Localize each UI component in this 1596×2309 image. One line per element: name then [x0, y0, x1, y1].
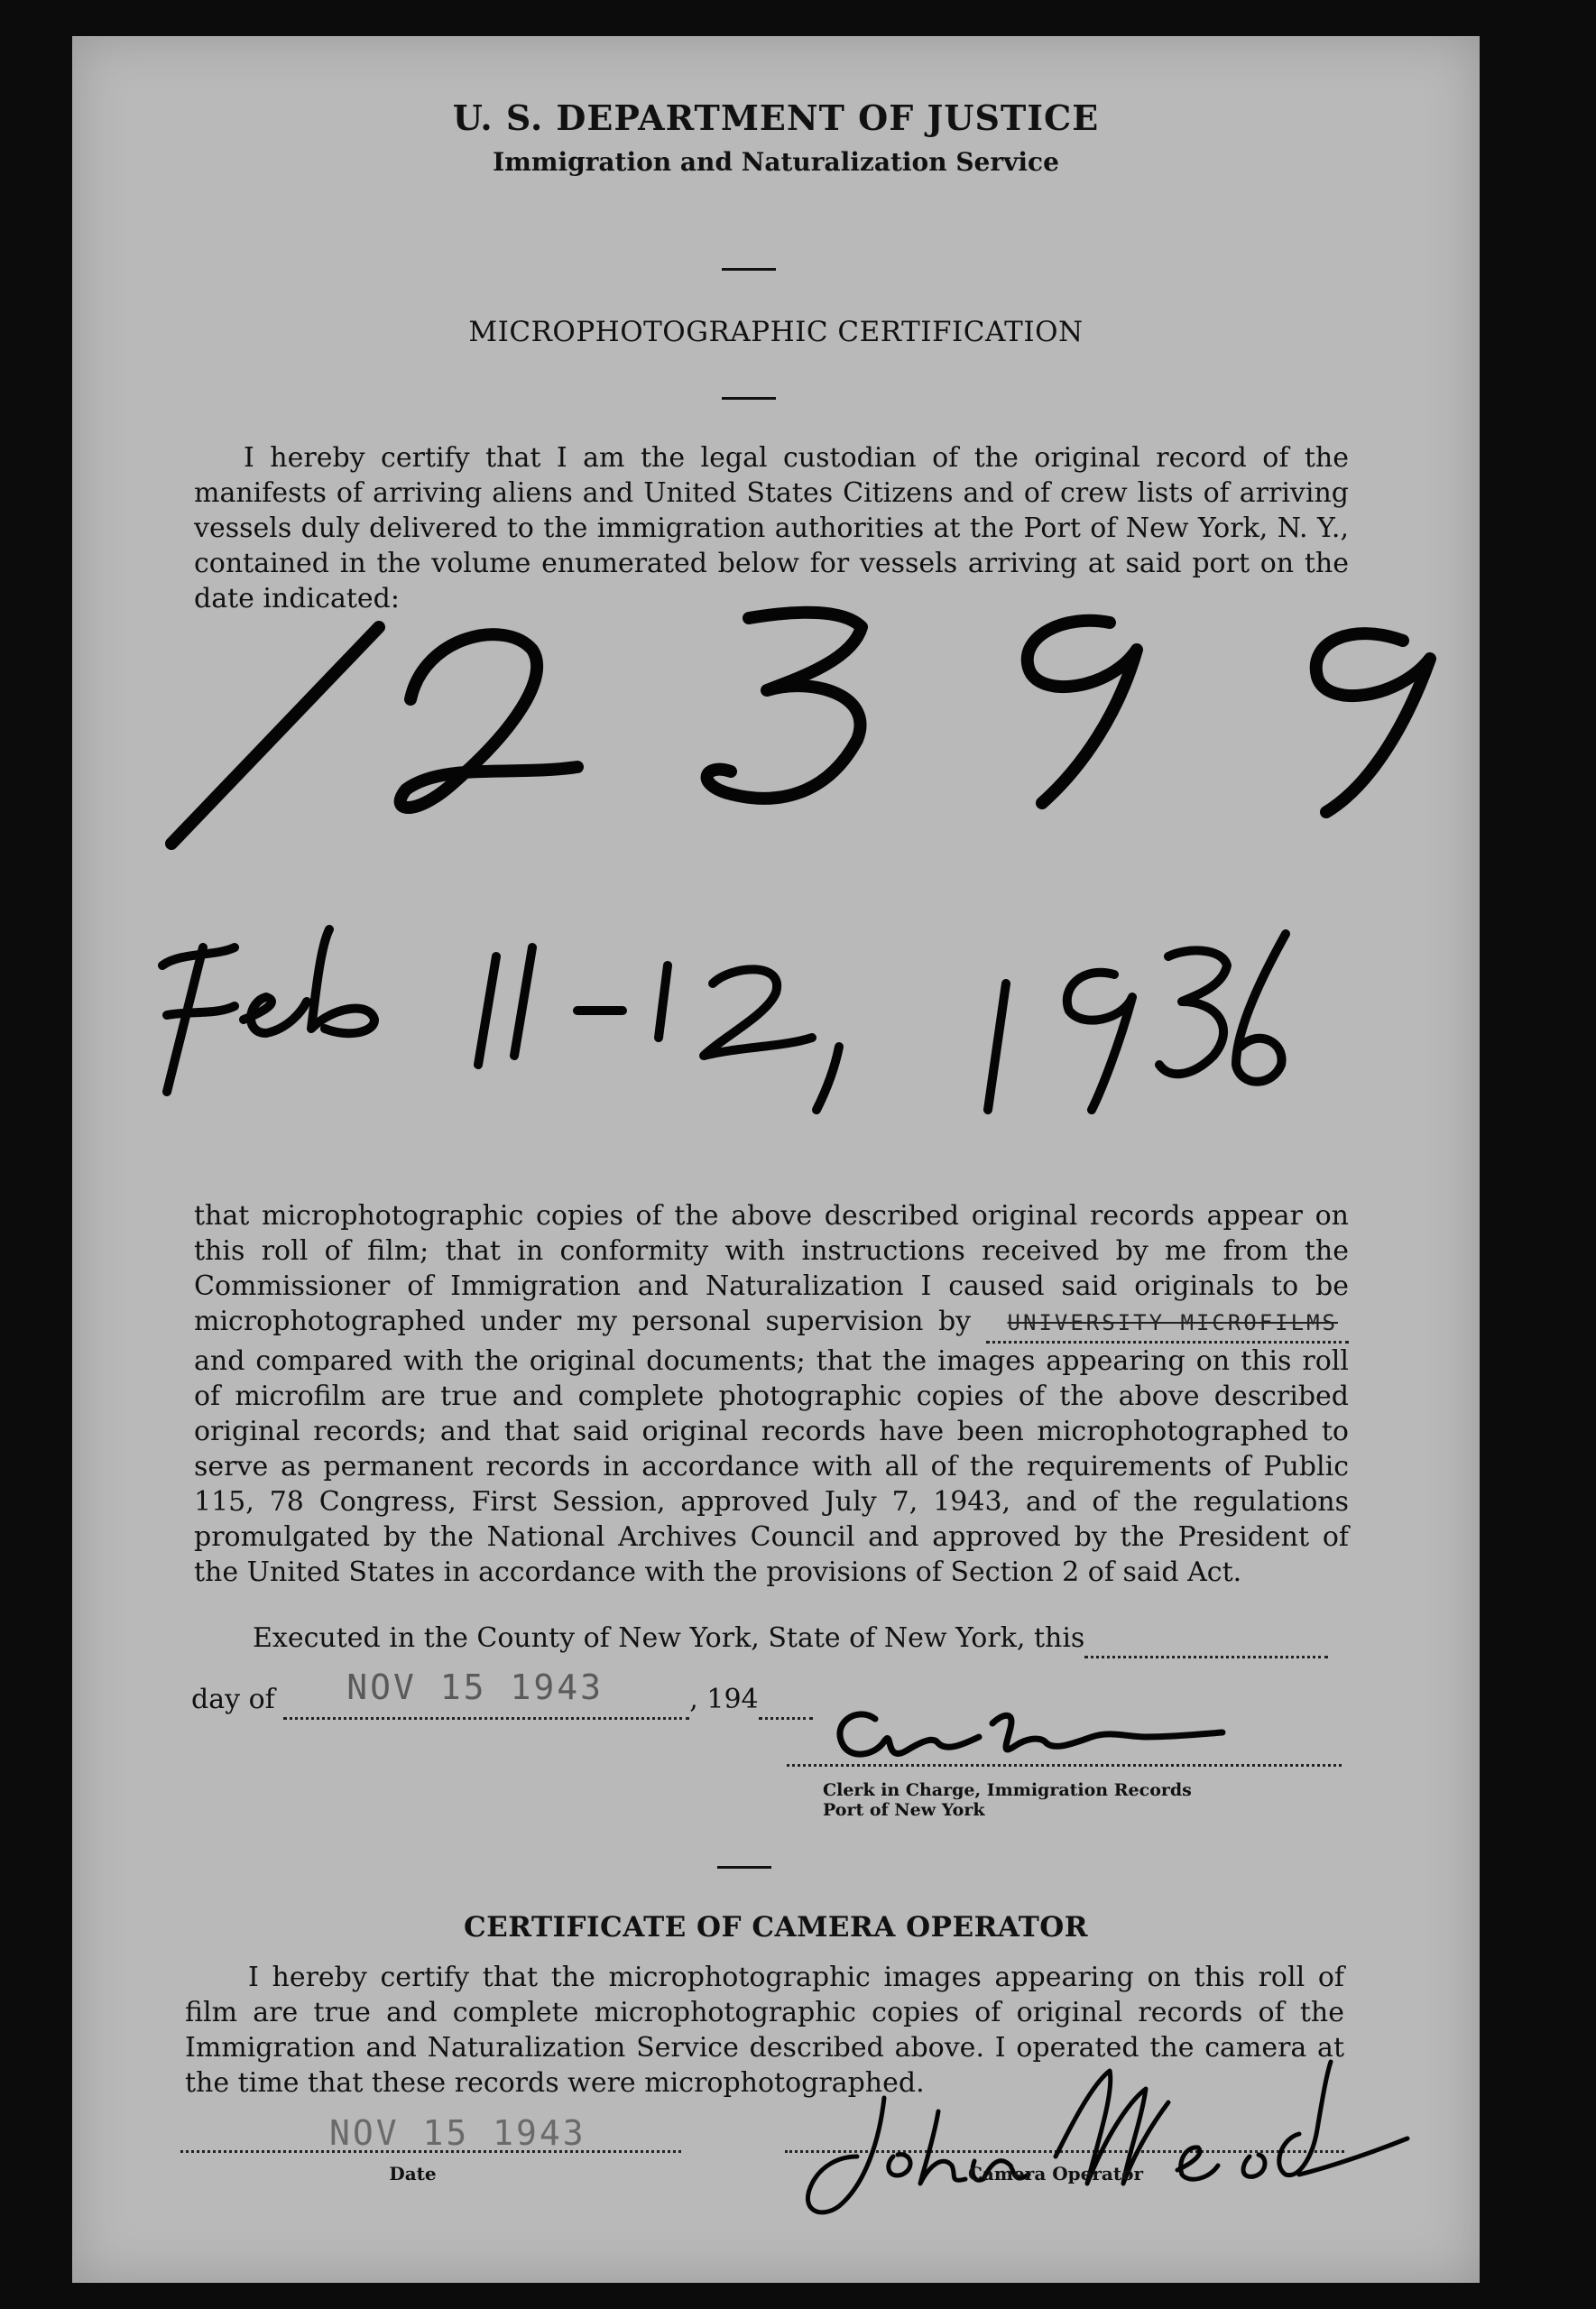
volume-number-text: 12399	[785, 760, 814, 770]
executed-line	[253, 1621, 1353, 1658]
supervisor-field	[986, 1304, 1349, 1344]
clerk-signature-line	[787, 1764, 1342, 1767]
volume-number-handwritten	[153, 586, 1462, 857]
divider	[722, 397, 776, 400]
year-label: , 194	[689, 1684, 759, 1715]
document-title: MICROPHOTOGRAPHIC CERTIFICATION	[468, 316, 1084, 348]
executed-day-field	[1084, 1621, 1328, 1658]
supervisor-stamp: UNIVERSITY MICROFILMS	[1007, 1310, 1338, 1335]
clerk-title-line-1: Clerk in Charge, Immigration Records	[823, 1780, 1192, 1800]
date-range-handwritten	[153, 911, 1435, 1119]
department-heading: U. S. DEPARTMENT OF JUSTICE	[452, 97, 1100, 138]
clerk-title-line-2: Port of New York	[823, 1800, 985, 1820]
executed-label: Executed in the County of New York, State of New York, this	[253, 1622, 1085, 1654]
camera-operator-signature	[758, 2048, 1416, 2229]
custodian-statement: I hereby certify that I am the legal custodian of the original record of the manifests of arriving aliens and United States Citizens and of crew lists of arriving vessels duly delivered to the immigration authorities at the Port of New York, N. Y., contained in the volume enumerated below for vessels arriving at said port on the date indicated:	[194, 442, 1349, 614]
date-range-text: Feb 11-12, 1936	[695, 1012, 770, 1022]
divider	[717, 1866, 771, 1869]
operator-signature-text: John Mead	[1029, 2131, 1078, 2141]
camera-date-label: Date	[389, 2163, 437, 2184]
divider	[722, 268, 776, 271]
certificate-page	[72, 36, 1480, 2283]
camera-date-stamp: NOV 15 1943	[329, 2113, 586, 2153]
camera-operator-label: Camera Operator	[968, 2163, 1143, 2184]
statement-part-1: that microphotographic copies of the above described original records appear on this roll of film; that in conformity with instructions received by me from the Commissioner of Immigration and Naturalization I caused said originals to be microphotographed under my personal supervision by	[194, 1200, 1349, 1337]
microfilm-statement	[194, 1198, 1349, 1590]
day-of-label: day of	[191, 1684, 275, 1715]
clerk-title	[823, 1780, 1192, 1820]
service-subheading: Immigration and Naturalization Service	[493, 147, 1059, 177]
statement-part-2: and compared with the original documents; that the images appearing on this roll of microfilm are true and complete photographic copies of the above described original records; and that said original records have been microphotographed to serve as permanent records in accordance with all of the requirements of Public 115, 78 Congress, First Session, approved July 7, 1943, and of the regulations promulgated by the National Archives Council and approved by the President of the United States in accordance with the provisions of Section 2 of said Act.	[194, 1345, 1349, 1588]
camera-certificate-statement: I hereby certify that the microphotographic images appearing on this roll of film are true and complete microphotographic copies of original records of the Immigration and Naturalization Service described above. I operated the camera at the time that these records were microphotographed.	[185, 1962, 1344, 2099]
day-of-date-stamp: NOV 15 1943	[346, 1667, 604, 1707]
camera-certificate-title: CERTIFICATE OF CAMERA OPERATOR	[463, 1911, 1089, 1944]
year-field	[759, 1682, 813, 1720]
day-of-field	[283, 1667, 689, 1720]
